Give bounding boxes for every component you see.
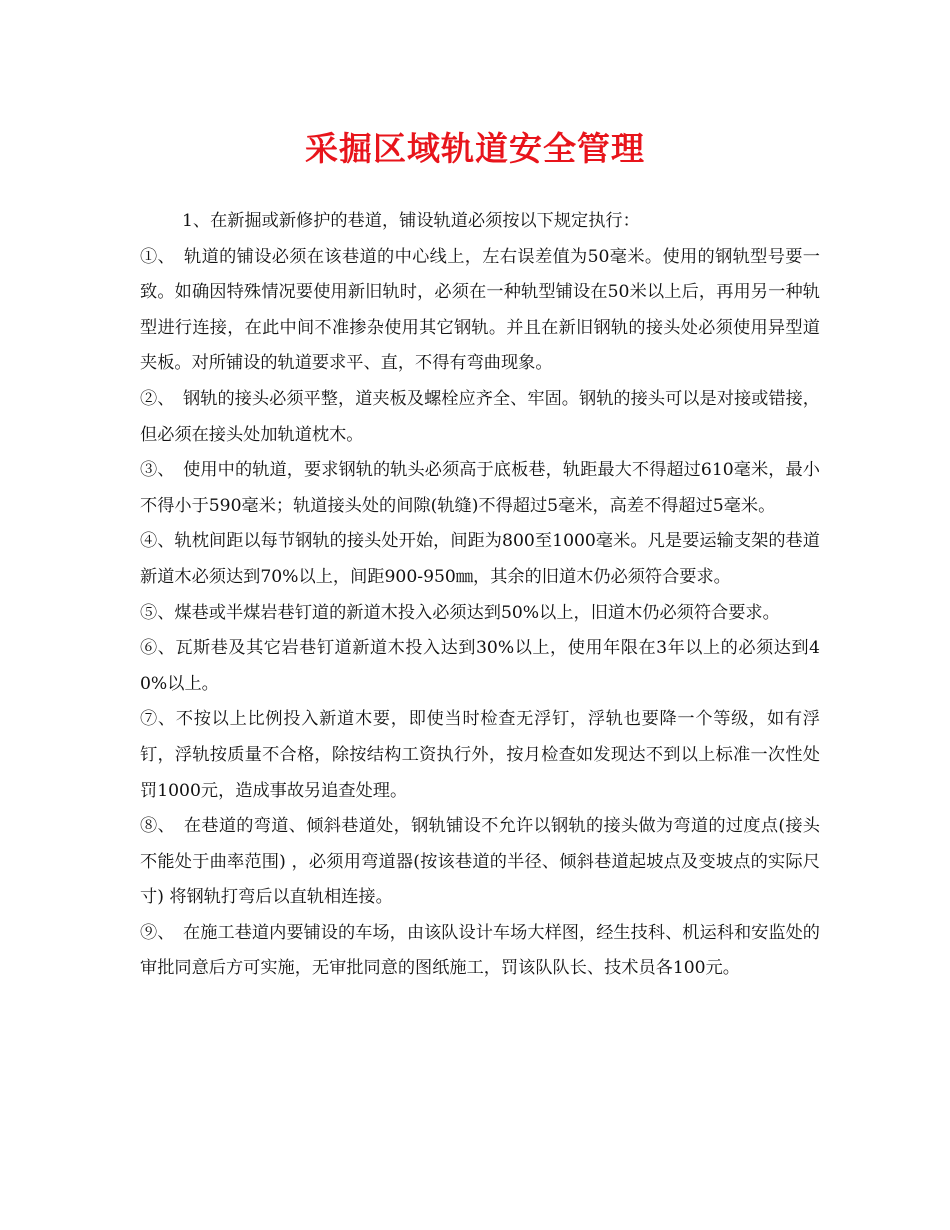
document-body: [140, 204, 820, 987]
paragraph-item-1: ①、 轨道的铺设必须在该巷道的中心线上，左右误差值为50毫米。使用的钢轨型号要一致。如确因特殊情况要使用新旧轨时，必须在一种轨型铺设在50米以上后，再用另一种轨型进行连接，在此中间不准掺杂使用其它钢轨。并且在新旧钢轨的接头处必须使用异型道夹板。对所铺设的轨道要求平、直，不得有弯曲现象。: [140, 246, 820, 374]
paragraph-item-9: ⑨、 在施工巷道内要铺设的车场，由该队设计车场大样图，经生技科、机运科和安监处的审批同意后方可实施，无审批同意的图纸施工，罚该队队长、技术员各100元。: [140, 922, 820, 979]
paragraph-item-7: ⑦、不按以上比例投入新道木要，即使当时检查无浮钉，浮轨也要降一个等级，如有浮钉，浮轨按质量不合格，除按结构工资执行外，按月检查如发现达不到以上标准一次性处罚1000元，造成事故另追查处理。: [140, 709, 820, 801]
paragraph-intro: 1、在新掘或新修护的巷道，铺设轨道必须按以下规定执行：: [182, 211, 640, 231]
paragraph-item-8: ⑧、 在巷道的弯道、倾斜巷道处，钢轨铺设不允许以钢轨的接头做为弯道的过度点(接头不能处于曲率范围) ，必须用弯道器(按该巷道的半径、倾斜巷道起坡点及变坡点的实际尺寸) 将钢轨打弯后以直轨相连接。: [140, 816, 820, 908]
paragraph-item-2: ②、 钢轨的接头必须平整，道夹板及螺栓应齐全、牢固。钢轨的接头可以是对接或错接，但必须在接头处加轨道枕木。: [140, 388, 820, 445]
paragraph-item-6: ⑥、瓦斯巷及其它岩巷钉道新道木投入达到30%以上，使用年限在3年以上的必须达到40%以上。: [140, 638, 820, 694]
paragraph-item-4: ④、轨枕间距以每节钢轨的接头处开始，间距为800至1000毫米。凡是要运输支架的巷道新道木必须达到70%以上，间距900-950㎜，其余的旧道木仍必须符合要求。: [140, 531, 820, 587]
paragraph-item-5: ⑤、煤巷或半煤岩巷钉道的新道木投入必须达到50%以上，旧道木仍必须符合要求。: [140, 602, 780, 623]
document-title: 采掘区域轨道安全管理: [305, 129, 645, 168]
paragraph-item-3: ③、 使用中的轨道，要求钢轨的轨头必须高于底板巷，轨距最大不得超过610毫米，最小不得小于590毫米；轨道接头处的间隙(轨缝)不得超过5毫米，高差不得超过5毫米。: [140, 460, 820, 516]
